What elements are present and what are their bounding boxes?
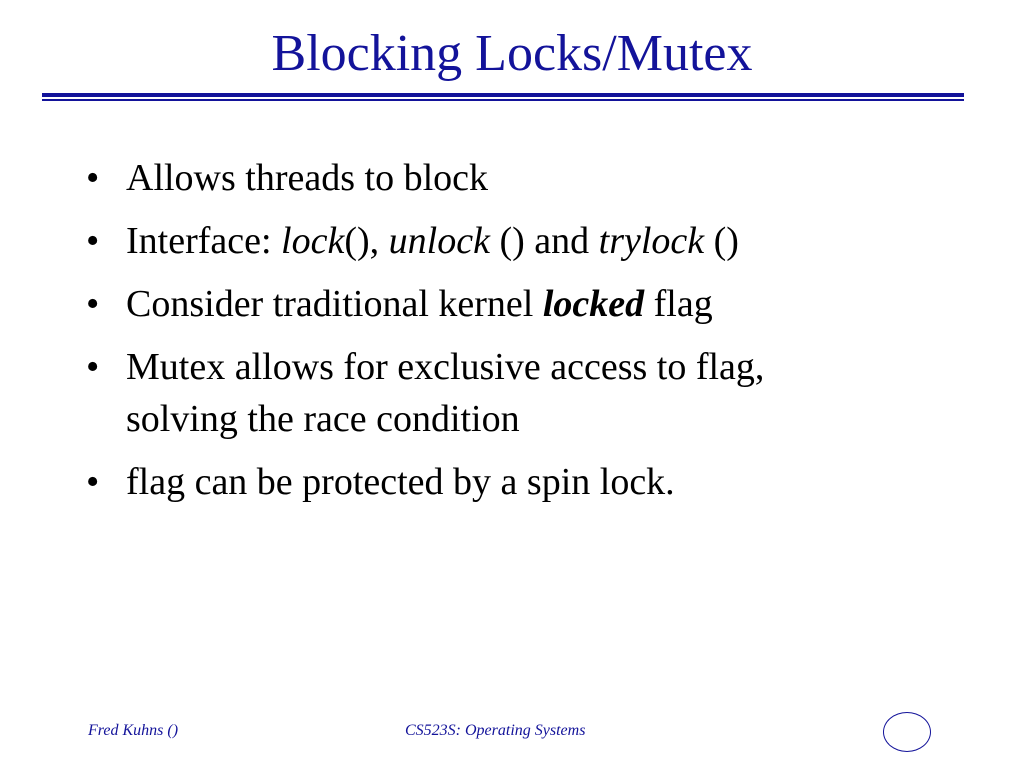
bullet-text-prefix: Interface: — [126, 220, 282, 262]
oval-logo-icon — [883, 712, 931, 752]
bullet-dot-icon: • — [86, 220, 100, 262]
bullet-text-line-1: Mutex allows for exclusive access to flag, — [126, 346, 765, 388]
bullet-text-separator: (), — [344, 220, 389, 262]
bullet-dot-icon: • — [86, 157, 100, 199]
title-underline-thin — [42, 99, 964, 101]
bullet-text: flag can be protected by a spin lock. — [126, 461, 675, 503]
slide-title: Blocking Locks/Mutex — [271, 25, 753, 82]
bullet-dot-icon: • — [86, 346, 100, 388]
bullet-text-prefix: Consider traditional kernel — [126, 283, 543, 325]
bullet-text-line-2: solving the race condition — [126, 398, 520, 440]
bullet-text-suffix: () — [704, 220, 739, 262]
unlock-function-name: unlock — [388, 220, 490, 262]
bullet-text-separator: () and — [489, 220, 599, 262]
bullet-item — [86, 215, 966, 267]
bullet-item — [86, 341, 966, 445]
footer-author: Fred Kuhns () — [88, 722, 179, 739]
locked-flag-emphasis: locked — [542, 283, 645, 325]
bullet-item — [86, 278, 966, 330]
footer-course: CS523S: Operating Systems — [405, 722, 586, 739]
bullet-item — [86, 456, 966, 508]
bullet-dot-icon: • — [86, 283, 100, 325]
lock-function-name: lock — [281, 220, 345, 262]
title-underline-thick — [42, 93, 964, 97]
bullet-item — [86, 152, 966, 204]
bullet-text-suffix: flag — [644, 283, 713, 325]
bullet-dot-icon: • — [86, 461, 100, 503]
trylock-function-name: trylock — [598, 220, 705, 262]
bullet-list — [86, 152, 966, 519]
bullet-text: Allows threads to block — [126, 157, 489, 199]
